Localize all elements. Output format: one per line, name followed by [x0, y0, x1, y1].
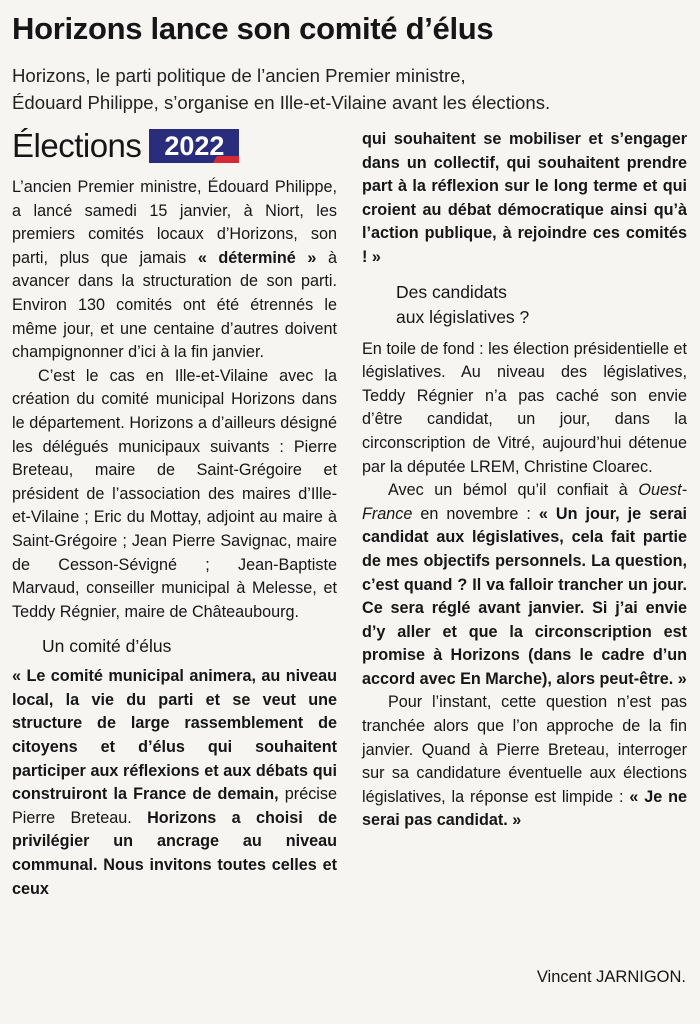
p6-quote: « Je ne serai pas candidat. »: [362, 787, 687, 830]
article-headline: Horizons lance son comité d’élus: [12, 11, 494, 46]
kicker-label: Élections: [12, 127, 142, 164]
p1-quote: « déterminé »: [197, 248, 317, 267]
p1-text-a: L’ancien Premier ministre, Édouard Philippe, a lancé samedi 15 janvier, à Niort, les premiers comités locaux d’Horizons, son parti, plus que jamais: [12, 178, 337, 267]
section-kicker: [12, 126, 239, 166]
paragraph-6: [362, 691, 687, 833]
article-column-left: [12, 176, 337, 901]
standfirst-line-1: Horizons, le parti politique de l’ancien Premier ministre,: [12, 65, 466, 86]
paragraph-3-continued: [362, 128, 687, 270]
p3-quote-continued: qui souhaitent se mobiliser et s’engager dans un collectif, qui souhaitent prendre part à la réflexion sur le long terme et qui croient au débat démocratique ainsi qu’à l’action publique, à rejoindre ces comités ! »: [362, 130, 687, 266]
subheading-candidats-line-1: Des candidats: [396, 281, 507, 302]
subheading-candidats-line-2: aux législatives ?: [396, 306, 530, 327]
p3-quote-1: « Le comité municipal animera, au niveau local, la vie du parti et se veut une structure de large rassemblement de citoyens et d’élus qui souhaitent participer aux réflexions et aux débats qui construiront la France de demain,: [12, 667, 337, 804]
subheading-comite: Un comité d’élus: [42, 636, 172, 657]
p5-text-b: en novembre :: [412, 504, 539, 523]
paragraph-1: [12, 176, 337, 365]
subheading-candidats: [396, 280, 687, 330]
p3-quote-2: Horizons a choisi de privilégier un ancrage au niveau communal. Nous invitons toutes celles et ceux: [12, 808, 337, 898]
paragraph-5: [362, 479, 687, 691]
paragraph-3: [12, 665, 337, 901]
p1-text-b: à avancer dans la structuration de son parti. Environ 130 comités ont été étrennés le même jour, et une centaine d’autres doivent champignonner d’ici à la fin janvier.: [12, 248, 337, 362]
p5-text-a: Avec un bémol qu’il confiait à: [388, 481, 639, 500]
p3-attribution: précise Pierre Breteau.: [12, 785, 337, 827]
year-badge: [149, 129, 239, 163]
p6-text-a: Pour l’instant, cette question n’est pas tranchée alors que l’on approche de la fin janvier. Quand à Pierre Breteau, interroger sur sa candidature éventuelle aux élections législatives, la réponse est limpide :: [362, 693, 687, 806]
standfirst-line-2: Édouard Philippe, s’organise en Ille-et-Vilaine avant les élections.: [12, 92, 551, 113]
year-badge-label: 2022: [164, 130, 225, 161]
article-standfirst: [12, 62, 692, 116]
paragraph-4: En toile de fond : les élection présidentielle et législatives. Au niveau des législatives, Teddy Régnier n’a pas caché son envie d’être candidat, un jour, dans la circonscription de Vitré, aujourd’hui détenue par la députée LREM, Christine Cloarec.: [362, 339, 687, 476]
p5-quote: « Un jour, je serai candidat aux législatives, cela fait partie de mes objectifs personnels. La question, c’est quand ? Il va falloir trancher un jour. Ce sera réglé avant janvier. Si j’ai envie d’y aller et que la circonscription est promise à Horizons (dans le cadre d’un accord avec En Marche), alors peut-être. »: [362, 504, 687, 688]
paragraph-2: C’est le cas en Ille-et-Vilaine avec la création du comité municipal Horizons dans le département. Horizons a d’ailleurs désigné les délégués municipaux suivants : Pierre Breteau, maire de Saint-Grégoire et président de l’association des maires d’Ille-et-Vilaine ; Eric du Mottay, adjoint au maire à Saint-Grégoire ; Jean Pierre Savignac, maire de Cesson-Sévigné ; Jean-Baptiste Marvaud, conseiller municipal à Melesse, et Teddy Régnier, maire de Châteaubourg.: [12, 366, 337, 621]
author-signature: Vincent JARNIGON.: [536, 968, 686, 986]
p5-newspaper-name: Ouest-France: [362, 481, 687, 523]
article-column-right: [362, 128, 687, 833]
